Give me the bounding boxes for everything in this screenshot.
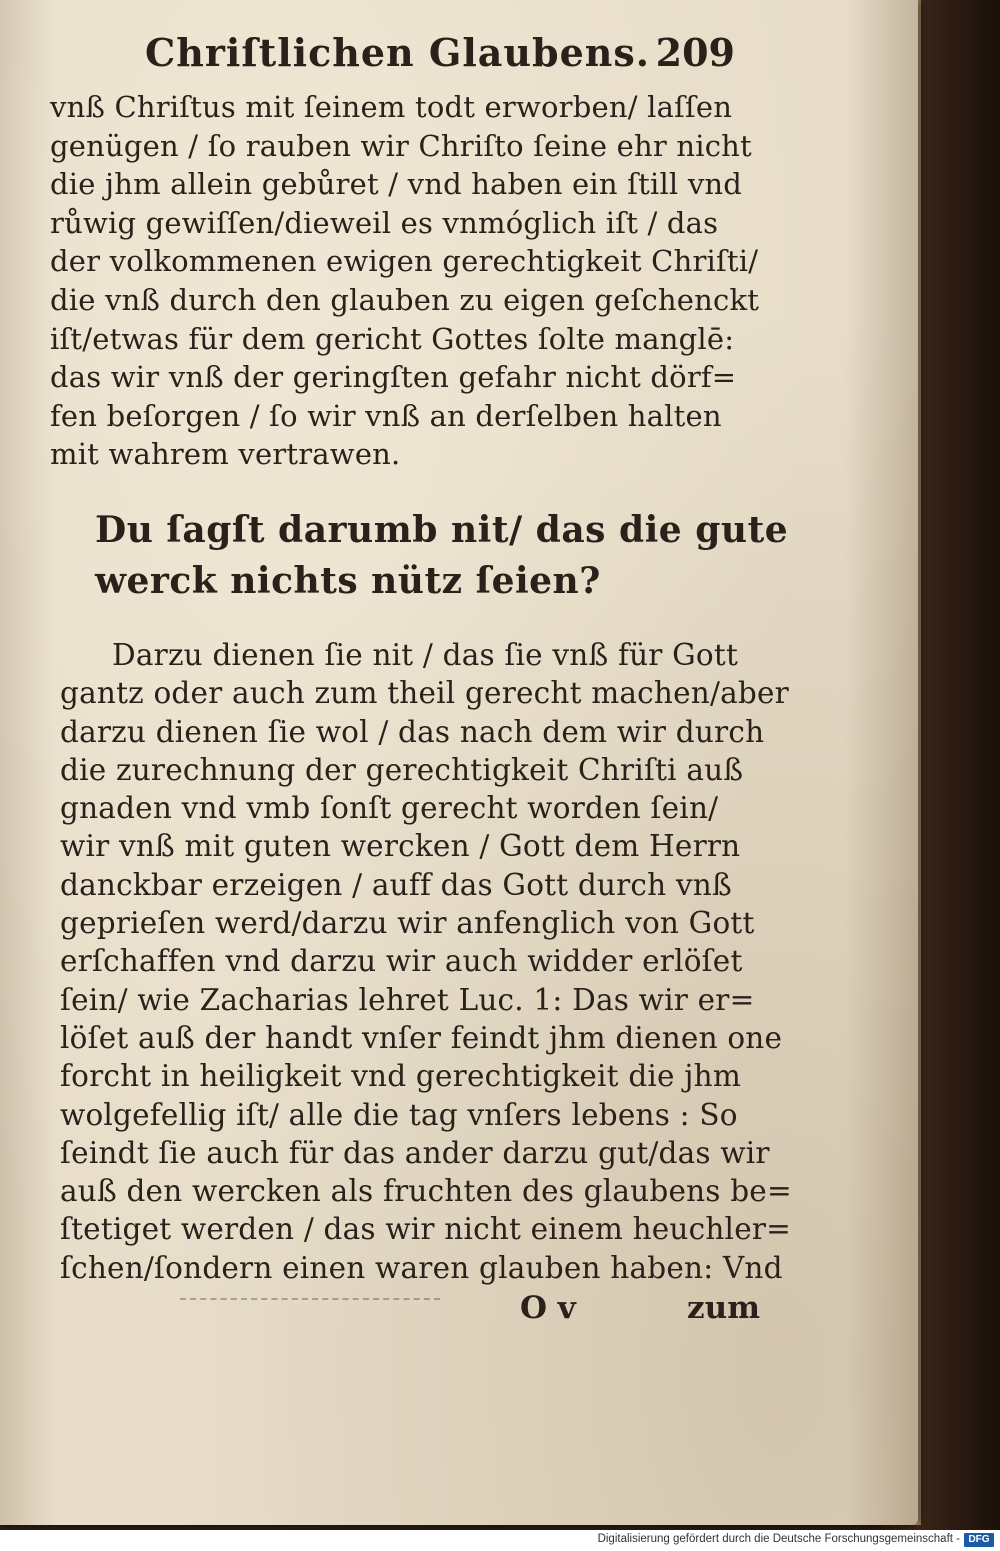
- catchword: zum: [687, 1290, 760, 1326]
- paragraph-1: [50, 88, 760, 474]
- section-heading: [95, 505, 789, 607]
- text-line: wir vnß mit guten wercken / Gott dem Herrn: [60, 829, 741, 864]
- text-line: fen beſorgen / ſo wir vnß an derſelben halten: [50, 398, 722, 433]
- text-line: ſchen/ſondern einen waren glauben haben: Vnd: [60, 1250, 783, 1285]
- text-line: genügen / ſo rauben wir Chriſto ſeine ehr nicht: [50, 128, 752, 163]
- text-line: darzu dienen ſie wol / das nach dem wir durch: [60, 714, 765, 749]
- text-line: auß den wercken als fruchten des glaubens be=: [60, 1174, 792, 1209]
- show-through-rule: [180, 1298, 440, 1301]
- heading-line: werck nichts nütz ſeien?: [95, 560, 601, 602]
- text-line: der volkommenen ewigen gerechtigkeit Chriſti/: [50, 244, 759, 279]
- signature-mark: O v: [520, 1290, 576, 1326]
- text-line: geprieſen werd/darzu wir anfenglich von Gott: [60, 906, 755, 941]
- text-line: die vnß durch den glauben zu eigen geſchenckt: [50, 282, 760, 317]
- funding-credit: Digitalisierung gefördert durch die Deutsche Forschungsgemeinschaft -: [597, 1533, 960, 1545]
- heading-line: Du ſagſt darumb nit/ das die gute: [95, 509, 789, 551]
- text-line: ſtetiget werden / das wir nicht einem heuchler=: [60, 1212, 792, 1247]
- text-line: ſein/ wie Zacharias lehret Luc. 1: Das wir er=: [60, 982, 755, 1017]
- text-line: ſeindt ſie auch für das ander darzu gut/das wir: [60, 1135, 770, 1170]
- page-number: 209: [655, 30, 735, 75]
- text-line: Darzu dienen ſie nit / das ſie vnß für Gott: [112, 638, 738, 672]
- text-line: das wir vnß der geringſten gefahr nicht dörf=: [50, 360, 737, 395]
- dfg-logo: DFG: [964, 1533, 994, 1547]
- text-line: gantz oder auch zum theil gerecht machen/aber: [60, 676, 789, 711]
- text-line: gnaden vnd vmb ſonſt gerecht worden ſein/: [60, 791, 719, 826]
- text-line: erſchaffen vnd darzu wir auch widder erlöſet: [60, 944, 743, 979]
- text-line: wolgefellig iſt/ alle die tag vnſers lebens : So: [60, 1097, 738, 1132]
- text-line: iſt/etwas für dem gericht Gottes ſolte manglē:: [50, 321, 735, 356]
- catchline: [520, 1290, 760, 1334]
- digitization-footer: [0, 1530, 1000, 1551]
- running-head: [145, 30, 735, 80]
- text-line: die jhm allein gebůret / vnd haben ein ſtill vnd: [50, 167, 743, 202]
- text-line: danckbar erzeigen / auff das Gott durch vnß: [60, 867, 732, 902]
- text-line: růwig gewiſſen/dieweil es vnmóglich iſt / das: [50, 205, 719, 240]
- running-title: Chriſtlichen Glaubens.: [145, 30, 651, 75]
- paragraph-2: [60, 636, 792, 1287]
- text-line: die zurechnung der gerechtigkeit Chriſti auß: [60, 752, 744, 787]
- text-line: forcht in heiligkeit vnd gerechtigkeit die jhm: [60, 1059, 741, 1094]
- text-line: mit wahrem vertrawen.: [50, 437, 401, 472]
- text-line: vnß Chriſtus mit ſeinem todt erworben/ laſſen: [50, 90, 733, 124]
- text-line: löſet auß der handt vnſer feindt jhm dienen one: [60, 1020, 783, 1055]
